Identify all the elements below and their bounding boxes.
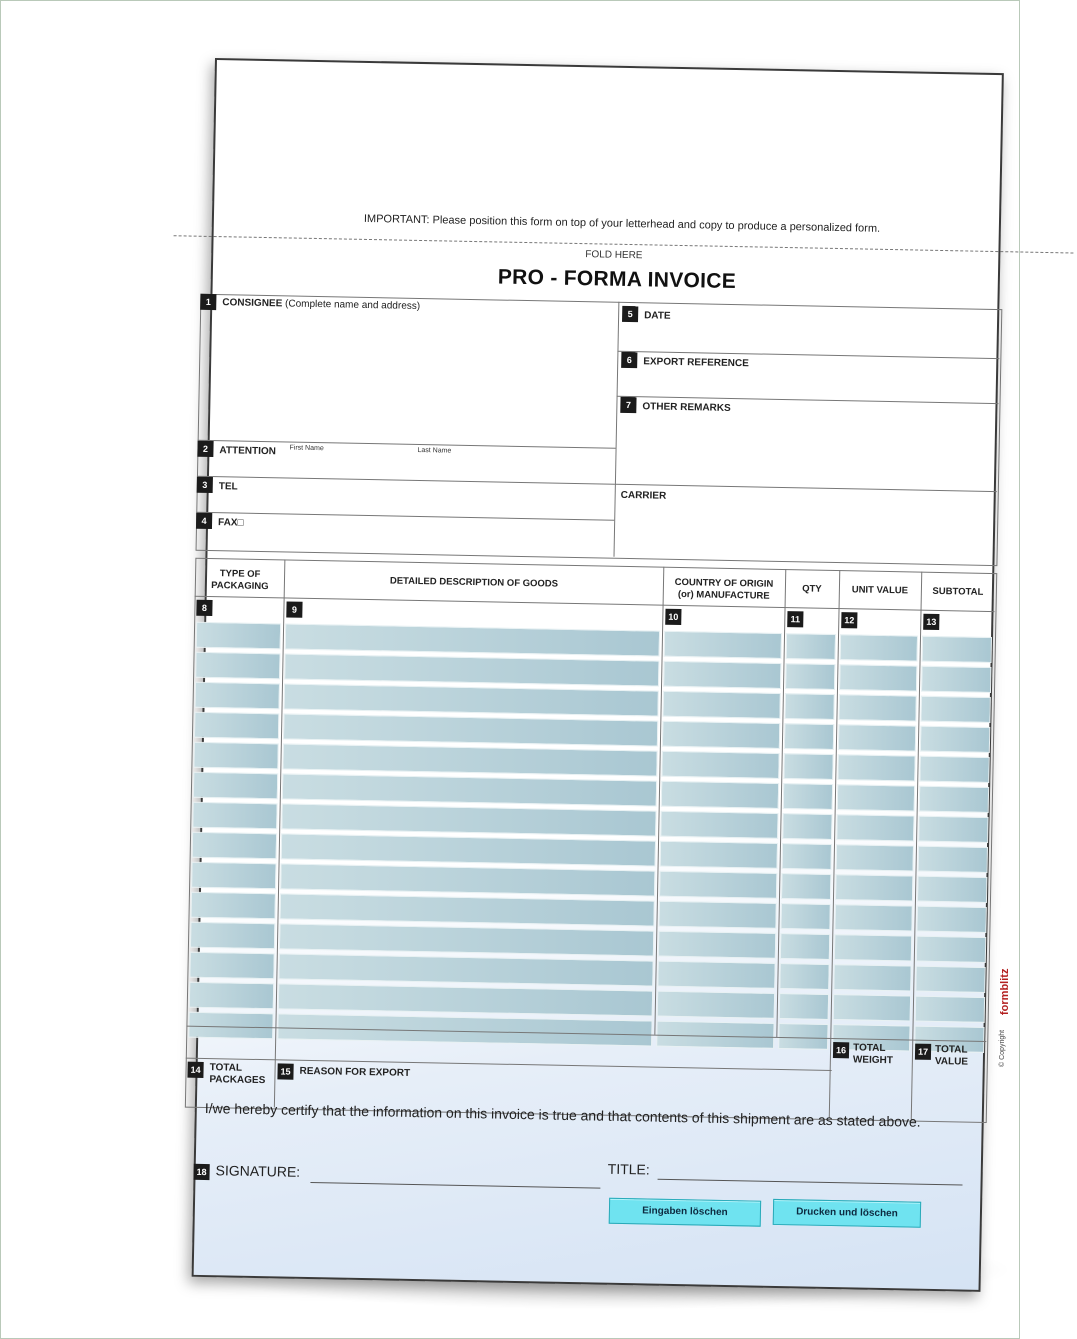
line-item-unit_value-cell[interactable] — [833, 994, 911, 1021]
header-origin — [665, 577, 783, 603]
last-name-field[interactable] — [417, 456, 607, 482]
line-item-origin-cell[interactable] — [658, 931, 776, 959]
line-item-subtotal-cell[interactable] — [915, 966, 985, 993]
header-subtotal: SUBTOTAL — [932, 585, 984, 598]
line-item-packaging-cell[interactable] — [194, 712, 279, 740]
total-value-line1: TOTAL — [934, 1044, 968, 1056]
line-item-unit_value-cell[interactable] — [833, 964, 911, 991]
line-item-unit_value-cell[interactable] — [834, 934, 912, 961]
line-item-origin-cell[interactable] — [659, 871, 777, 899]
line-item-qty-cell[interactable] — [779, 963, 829, 990]
header-packaging — [199, 568, 281, 594]
line-item-description-cell[interactable] — [278, 983, 653, 1016]
line-item-subtotal-cell[interactable] — [917, 876, 987, 903]
field-number-8: 8 — [196, 600, 212, 616]
line-item-origin-cell[interactable] — [664, 631, 782, 659]
line-item-qty-cell[interactable] — [779, 993, 829, 1020]
line-item-origin-cell[interactable] — [662, 691, 780, 719]
copyright-text: © Copyright — [999, 1029, 1006, 1067]
export-reference-label: EXPORT REFERENCE — [643, 356, 749, 370]
certification-statement: I/we hereby certify that the information on this invoice is true and that contents of this shipment are as stated above. — [204, 1100, 921, 1130]
line-item-qty-cell[interactable] — [786, 633, 836, 660]
line-item-origin-cell[interactable] — [660, 811, 778, 839]
header-description: DETAILED DESCRIPTION OF GOODS — [389, 575, 559, 590]
total-value-label — [935, 1044, 969, 1069]
line-item-unit_value-cell[interactable] — [838, 724, 916, 751]
signature-label: SIGNATURE: — [215, 1162, 301, 1180]
fold-here-label: FOLD HERE — [581, 249, 646, 261]
line-item-qty-cell[interactable] — [781, 873, 831, 900]
total-weight-label — [853, 1042, 893, 1067]
header-packaging-line1: TYPE OF — [219, 568, 261, 580]
last-name-label: Last Name — [417, 446, 452, 455]
header-origin-line2: (or) MANUFACTURE — [677, 588, 770, 602]
line-item-unit_value-cell[interactable] — [836, 814, 914, 841]
carrier-field[interactable] — [620, 504, 991, 559]
line-item-origin-cell[interactable] — [661, 751, 779, 779]
line-item-subtotal-cell[interactable] — [916, 936, 986, 963]
field-number-16: 16 — [833, 1042, 849, 1058]
line-item-qty-cell[interactable] — [782, 843, 832, 870]
line-item-packaging-cell[interactable] — [193, 772, 278, 800]
line-item-origin-cell[interactable] — [661, 781, 779, 809]
line-item-description-cell[interactable] — [284, 653, 659, 686]
line-item-origin-cell[interactable] — [660, 841, 778, 869]
line-item-subtotal-cell[interactable] — [921, 666, 991, 693]
other-remarks-field[interactable] — [641, 415, 992, 488]
line-item-subtotal-cell[interactable] — [922, 636, 992, 663]
subtotal-column-rows — [914, 636, 992, 1057]
line-item-packaging-cell[interactable] — [190, 892, 275, 920]
line-item-description-cell[interactable] — [284, 683, 659, 716]
line-item-description-cell[interactable] — [279, 923, 654, 956]
line-item-subtotal-cell[interactable] — [920, 726, 990, 753]
consignee-hint: (Complete name and address) — [284, 298, 421, 312]
line-item-qty-cell[interactable] — [785, 663, 835, 690]
qty-column-rows — [778, 633, 836, 1054]
field-number-7: 7 — [620, 397, 636, 413]
line-item-origin-cell[interactable] — [658, 901, 776, 929]
field-number-5: 5 — [622, 306, 638, 322]
line-item-subtotal-cell[interactable] — [918, 846, 988, 873]
attention-label: ATTENTION — [219, 445, 277, 458]
line-item-qty-cell[interactable] — [782, 813, 832, 840]
line-item-unit_value-cell[interactable] — [837, 754, 915, 781]
total-packages-line2: PACKAGES — [209, 1074, 266, 1087]
line-item-subtotal-cell[interactable] — [919, 786, 989, 813]
field-number-18: 18 — [193, 1164, 209, 1180]
header-packaging-line2: PACKAGING — [211, 580, 269, 593]
header-unit-value: UNIT VALUE — [851, 584, 909, 597]
consignee-label-text: CONSIGNEE — [222, 297, 283, 310]
line-item-packaging-cell[interactable] — [192, 802, 277, 830]
description-column-rows — [277, 623, 660, 1050]
line-item-origin-cell[interactable] — [657, 991, 775, 1019]
field-number-15: 15 — [277, 1063, 293, 1079]
line-item-unit_value-cell[interactable] — [840, 634, 918, 661]
line-item-description-cell[interactable] — [283, 713, 658, 746]
field-number-12: 12 — [841, 612, 857, 628]
title-label: TITLE: — [607, 1160, 650, 1178]
fax-label: FAX□ — [217, 517, 244, 529]
line-item-unit_value-cell[interactable] — [835, 874, 913, 901]
tel-label: TEL — [218, 481, 238, 493]
line-item-qty-cell[interactable] — [784, 723, 834, 750]
print-and-clear-button[interactable]: Drucken und löschen — [773, 1199, 921, 1228]
field-number-11: 11 — [787, 611, 803, 627]
total-weight-line1: TOTAL — [853, 1042, 886, 1055]
page-title: PRO - FORMA INVOICE — [497, 265, 737, 294]
field-number-17: 17 — [915, 1044, 931, 1060]
line-item-unit_value-cell[interactable] — [834, 904, 912, 931]
line-item-unit_value-cell[interactable] — [837, 784, 915, 811]
field-number-10: 10 — [665, 609, 681, 625]
line-item-description-cell[interactable] — [281, 833, 656, 866]
field-number-3: 3 — [197, 477, 213, 493]
origin-column-rows — [656, 631, 782, 1053]
line-item-subtotal-cell[interactable] — [915, 996, 985, 1023]
line-item-packaging-cell[interactable] — [189, 982, 274, 1010]
clear-inputs-button[interactable]: Eingaben löschen — [609, 1198, 761, 1227]
consignee-field[interactable] — [220, 312, 612, 444]
field-number-9: 9 — [286, 601, 302, 617]
line-item-origin-cell[interactable] — [663, 661, 781, 689]
line-item-origin-cell[interactable] — [657, 961, 775, 989]
line-item-qty-cell[interactable] — [784, 693, 834, 720]
line-item-unit_value-cell[interactable] — [836, 844, 914, 871]
line-item-description-cell[interactable] — [281, 803, 656, 836]
line-item-packaging-cell[interactable] — [196, 622, 281, 650]
title-field[interactable] — [658, 1179, 963, 1186]
header-origin-line1: COUNTRY OF ORIGIN — [674, 576, 774, 590]
field-number-1: 1 — [200, 294, 216, 310]
packaging-column-rows — [188, 622, 281, 1044]
field-number-6: 6 — [621, 352, 637, 368]
line-item-packaging-cell[interactable] — [193, 742, 278, 770]
line-item-packaging-cell[interactable] — [189, 952, 274, 980]
total-value-field[interactable] — [913, 1070, 984, 1117]
total-packages-line1: TOTAL — [209, 1062, 243, 1074]
reason-for-export-label: REASON FOR EXPORT — [299, 1065, 411, 1079]
line-item-packaging-cell[interactable] — [191, 862, 276, 890]
signature-field[interactable] — [310, 1182, 600, 1189]
line-item-description-cell[interactable] — [279, 893, 654, 926]
field-number-14: 14 — [187, 1062, 203, 1078]
line-item-subtotal-cell[interactable] — [918, 816, 988, 843]
line-item-origin-cell[interactable] — [662, 721, 780, 749]
header-qty: QTY — [802, 583, 822, 595]
first-name-label: First Name — [289, 444, 324, 453]
line-item-qty-cell[interactable] — [783, 753, 833, 780]
unit-value-column-rows — [832, 634, 918, 1055]
total-weight-line2: WEIGHT — [852, 1054, 893, 1067]
line-item-qty-cell[interactable] — [780, 933, 830, 960]
total-value-line2: VALUE — [934, 1056, 969, 1068]
line-item-description-cell[interactable] — [282, 743, 657, 776]
first-name-field[interactable] — [289, 454, 409, 478]
line-item-packaging-cell[interactable] — [195, 652, 280, 680]
other-remarks-label: OTHER REMARKS — [642, 401, 731, 414]
line-item-description-cell[interactable] — [277, 1013, 652, 1046]
line-item-packaging-cell[interactable] — [190, 922, 275, 950]
invoice-page — [192, 58, 1004, 1292]
important-notice: IMPORTANT: Please position this form on top of your letterhead and copy to produce a personalized form. — [363, 212, 881, 235]
date-label: DATE — [644, 310, 671, 322]
brand-mark — [993, 935, 1019, 1075]
field-number-4: 4 — [196, 513, 212, 529]
total-packages-label — [209, 1062, 265, 1087]
line-item-packaging-cell[interactable] — [192, 832, 277, 860]
line-item-subtotal-cell[interactable] — [916, 906, 986, 933]
line-item-unit_value-cell[interactable] — [839, 664, 917, 691]
field-number-2: 2 — [197, 441, 213, 457]
line-item-description-cell[interactable] — [282, 773, 657, 806]
line-item-subtotal-cell[interactable] — [919, 756, 989, 783]
line-item-packaging-cell[interactable] — [195, 682, 280, 710]
field-number-13: 13 — [923, 614, 939, 630]
line-item-description-cell[interactable] — [280, 863, 655, 896]
line-item-unit_value-cell[interactable] — [838, 694, 916, 721]
brand-logo: formblitz — [999, 968, 1011, 1015]
line-item-description-cell[interactable] — [278, 953, 653, 986]
line-item-subtotal-cell[interactable] — [920, 696, 990, 723]
line-item-qty-cell[interactable] — [780, 903, 830, 930]
total-weight-field[interactable] — [831, 1068, 910, 1115]
line-item-qty-cell[interactable] — [783, 783, 833, 810]
carrier-label: CARRIER — [620, 489, 667, 502]
